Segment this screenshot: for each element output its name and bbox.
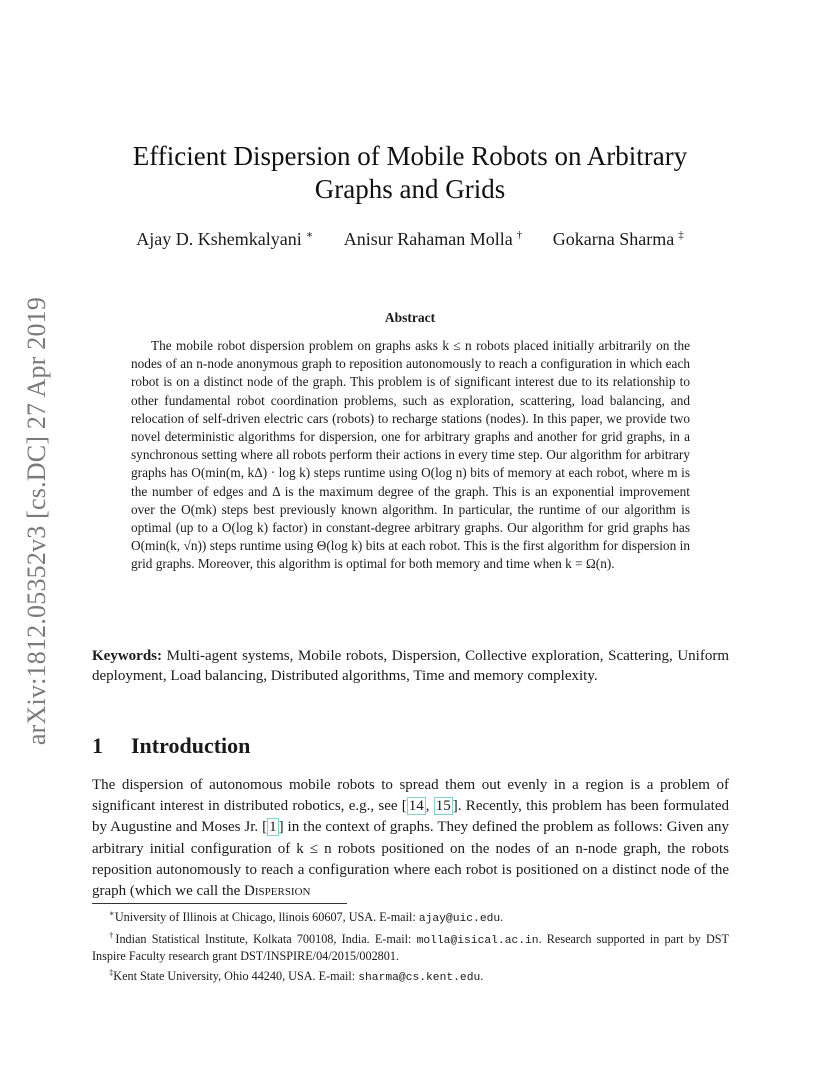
author-list	[92, 228, 728, 250]
title-line-1: Efficient Dispersion of Mobile Robots on Arbitrary	[132, 141, 688, 171]
citation-link[interactable]: 14	[408, 798, 424, 815]
email-link[interactable]: sharma@cs.kent.edu	[358, 971, 481, 984]
email-link[interactable]: molla@isical.ac.in	[416, 934, 539, 947]
intro-text-1: The dispersion of autonomous mobile robots to spread them out evenly in a region is a problem of significant interest in distributed robotics, e.g., see	[92, 777, 729, 815]
keywords-text: Multi-agent systems, Mobile robots, Dispersion, Collective exploration, Scattering, Uniform deployment, Load balancing, Distributed algorithms, Time and memory complexity.	[92, 648, 729, 684]
footnote-mark: †	[109, 929, 116, 940]
footnote-text: University of Illinois at Chicago, llinois 60607, USA. E-mail:	[114, 910, 419, 925]
footnote-text: Kent State University, Ohio 44240, USA. E-mail:	[113, 968, 359, 983]
intro-text-3: in the context of graphs. They defined the problem as follows: Given any arbitrary initial configuration of k ≤ n robots positioned on the nodes of an n-node graph, the robots reposition autonomously to reach a configuration where each robot is positioned on a distinct node of the graph (which we call the	[92, 819, 729, 900]
section-heading	[92, 733, 250, 759]
footnote-mark: ∗	[109, 908, 115, 918]
footnote-tail: .	[500, 910, 504, 925]
intro-paragraph: The dispersion of autonomous mobile robots to spread them out evenly in a region is a problem of significant interest in distributed robotics, e.g., see [ 14 , 15 ]. Recently, this problem has been formulated by Augustine and Moses Jr. [ 1 ] in the context of graphs. They defined the problem as follows: Given any arbitrary initial configuration of k ≤ n robots positioned on the nodes of an n-node graph, the robots reposition autonomously to reach a configuration where each robot is positioned on a distinct node of the graph (which we call the Dispersion	[92, 777, 729, 900]
abstract-body: The mobile robot dispersion problem on graphs asks k ≤ n robots placed initially arbitrarily on the nodes of an n-node anonymous graph to reposition autonomously to reach a configuration in which each robot is on a distinct node of the graph. This problem is of significant interest due to its relationship to other fundamental robot coordination problems, such as exploration, scattering, load balancing, and relocation of self-driven electric cars (robots) to recharge stations (nodes). In this paper, we provide two novel deterministic algorithms for dispersion, one for arbitrary graphs and another for grid graphs, in a synchronous setting where all robots perform their actions in every time step. Our algorithm for arbitrary graphs has O(min(m, kΔ) · log k) steps runtime using O(log n) bits of memory at each robot, where m is the number of edges and Δ is the maximum degree of the graph. This is an exponential improvement over the O(mk) steps best previously known algorithm. In particular, the runtime of our algorithm is optimal (up to a O(log k) factor) in constant-degree arbitrary graphs. Our algorithm for grid graphs has O(min(k, √n)) steps runtime using Θ(log k) bits at each robot. This is the first algorithm for dispersion in grid graphs. Moreover, this algorithm is optimal for both memory and time when k = Ω(n).	[131, 338, 690, 572]
author-mark: †	[516, 229, 523, 241]
footnote-tail: . Research supported in part by DST Inspire Faculty research grant DST/INSPIRE/04/2015/002801.	[92, 931, 729, 964]
author-name: Ajay D. Kshemkalyani	[136, 229, 302, 249]
abstract-heading: Abstract	[384, 310, 436, 325]
author-1	[136, 228, 313, 250]
footnote-2	[92, 928, 729, 965]
footnote-text: Indian Statistical Institute, Kolkata 700108, India. E-mail:	[115, 931, 417, 946]
title-line-2: Graphs and Grids	[314, 174, 506, 204]
problem-term: Dispersion	[244, 883, 311, 900]
author-2	[344, 229, 522, 250]
author-name: Anisur Rahaman Molla	[343, 229, 513, 249]
section-number: 1	[92, 733, 103, 758]
keywords-label: Keywords:	[92, 648, 162, 664]
footnote-mark: ‡	[109, 966, 114, 977]
arxiv-identifier	[22, 285, 52, 757]
citation-link[interactable]: 15	[435, 798, 451, 815]
keywords-paragraph	[92, 647, 729, 686]
footnote-1	[92, 906, 729, 928]
footnote-rule	[92, 903, 347, 904]
section-title: Introduction	[131, 733, 251, 758]
footnote-tail: .	[480, 968, 484, 983]
footnotes	[92, 906, 729, 987]
arxiv-id-text: arXiv:1812.05352v3 [cs.DC] 27 Apr 2019	[22, 296, 51, 746]
author-3	[553, 229, 684, 250]
email-link[interactable]: ajay@uic.edu	[418, 913, 501, 926]
author-mark: ‡	[678, 229, 684, 241]
paper-title	[92, 140, 728, 206]
citation-separator: ,	[425, 798, 434, 815]
author-mark: ∗	[305, 229, 314, 241]
author-name: Gokarna Sharma	[552, 229, 675, 249]
intro-text-2: . Recently, this problem has been formulated by Augustine and Moses Jr.	[92, 798, 729, 836]
citation-link[interactable]: 1	[269, 819, 277, 836]
footnote-3	[92, 965, 729, 987]
